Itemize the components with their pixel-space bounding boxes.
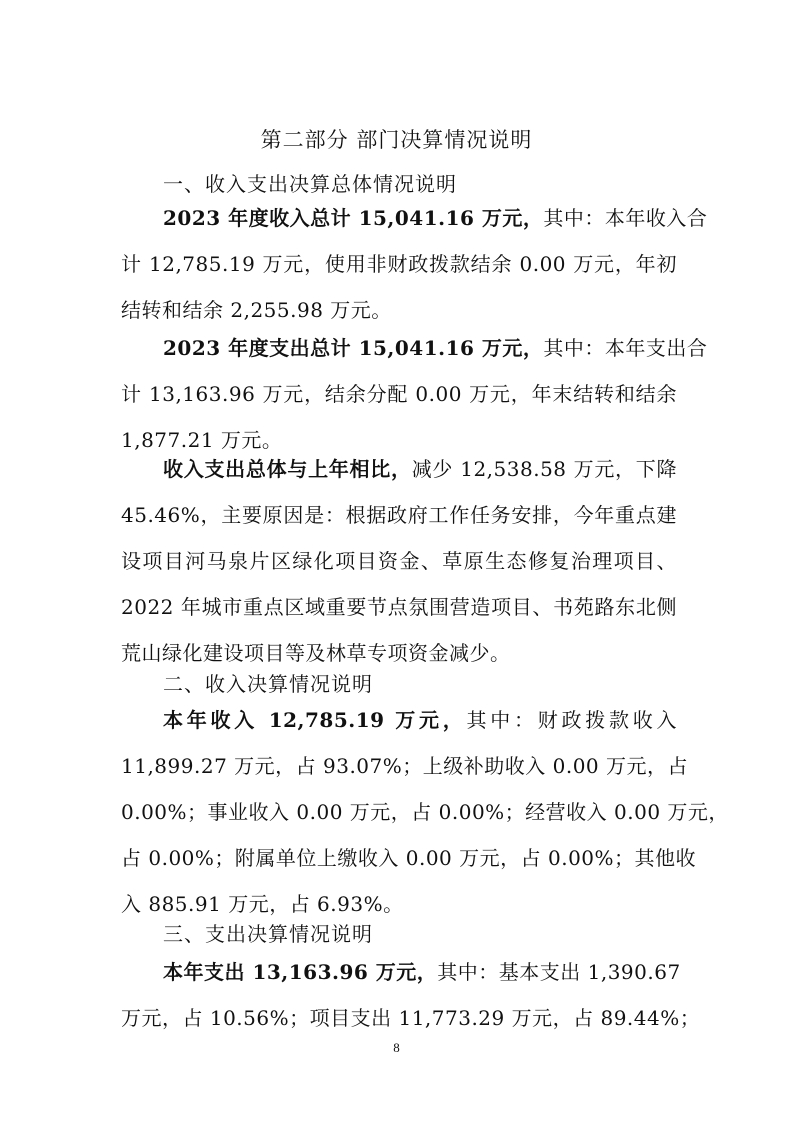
paragraph-income-total (121, 195, 708, 333)
bold-lead: 本年支出 13,163.96 万元， (163, 960, 438, 984)
paragraph-line: 2022 年城市重点区域重要节点氛围营造项目、书苑路东北侧 (121, 595, 677, 619)
paragraph-expense-detail (121, 949, 701, 1041)
paragraph-expense-total (121, 325, 708, 463)
page-title: 第二部分 部门决算情况说明 (260, 128, 533, 152)
paragraph-line (121, 949, 681, 995)
paragraph-line: 45.46%，主要原因是：根据政府工作任务安排，今年重点建 (121, 503, 677, 527)
paragraph-line: 入 885.91 万元，占 6.93%。 (121, 892, 404, 916)
line-text: 其中：本年收入合 (543, 206, 708, 230)
line-text: 其中：本年支出合 (543, 336, 708, 360)
section-heading-income: 二、收入决算情况说明 (163, 672, 373, 696)
paragraph-line (121, 325, 708, 371)
paragraph-year-comparison (121, 446, 677, 676)
bold-lead: 收入支出总体与上年相比， (163, 457, 412, 481)
paragraph-line (121, 195, 708, 241)
paragraph-line (121, 446, 677, 492)
line-text: 其中：基本支出 1,390.67 (437, 960, 681, 984)
paragraph-line: 0.00%；事业收入 0.00 万元，占 0.00%；经营收入 0.00 万元， (121, 800, 729, 824)
paragraph-line: 设项目河马泉片区绿化项目资金、草原生态修复治理项目、 (121, 549, 677, 573)
paragraph-line: 计 12,785.19 万元，使用非财政拨款结余 0.00 万元，年初 (121, 252, 677, 276)
paragraph-income-detail (121, 697, 729, 927)
paragraph-line: 结转和结余 2,255.98 万元。 (121, 298, 392, 322)
paragraph-line: 荒山绿化建设项目等及林草专项资金减少。 (121, 641, 511, 665)
bold-lead: 2023 年度收入总计 15,041.16 万元， (163, 206, 544, 230)
paragraph-line: 占 0.00%；附属单位上缴收入 0.00 万元，占 0.00%；其他收 (121, 846, 697, 870)
paragraph-line: 11,899.27 万元，占 93.07%；上级补助收入 0.00 万元，占 (121, 754, 689, 778)
line-text: 减少 12,538.58 万元，下降 (411, 457, 677, 481)
paragraph-line: 万元，占 10.56%；项目支出 11,773.29 万元，占 89.44%； (121, 1006, 701, 1030)
paragraph-line: 计 13,163.96 万元，结余分配 0.00 万元，年末结转和结余 (121, 382, 677, 406)
bold-lead: 本年收入 12,785.19 万元， (163, 708, 467, 732)
paragraph-line: 1,877.21 万元。 (121, 428, 283, 452)
line-text: 其中：财政拨款收入 (466, 708, 678, 732)
section-heading-overall: 一、收入支出决算总体情况说明 (163, 172, 457, 196)
paragraph-line (121, 697, 677, 743)
bold-lead: 2023 年度支出总计 15,041.16 万元， (163, 336, 544, 360)
section-heading-expense: 三、支出决算情况说明 (163, 922, 373, 946)
page-number: 8 (393, 1040, 400, 1055)
